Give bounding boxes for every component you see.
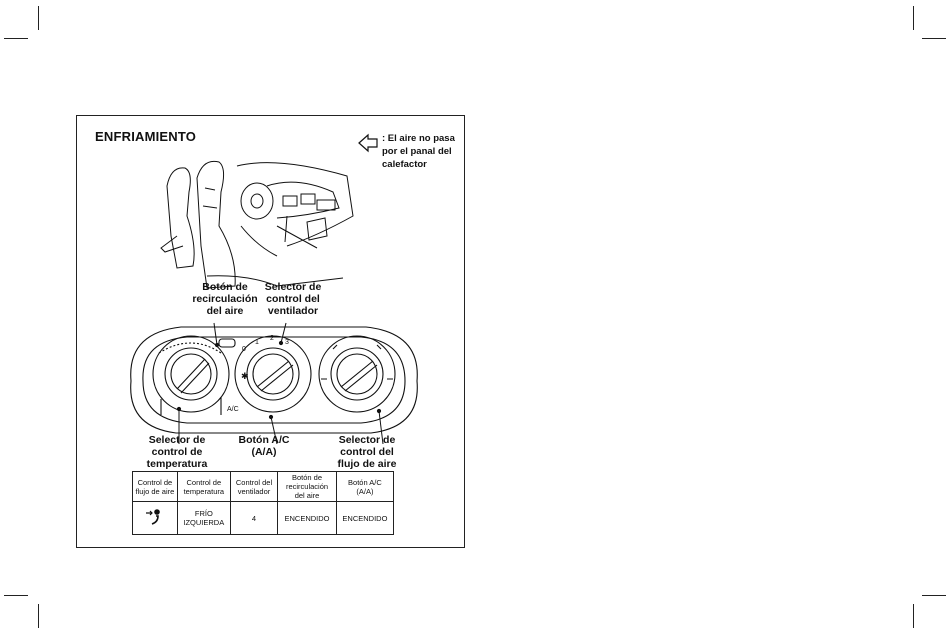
airflow-cell [133,502,178,535]
table-header: Botón A/C (A/A) [336,472,393,502]
ac-button-callout: Botón A/C (A/A) [238,434,290,458]
crop-mark [38,604,39,628]
crop-mark [38,6,39,30]
table-header: Control de temperatura [177,472,230,502]
fan-speed-3: 3 [285,339,289,346]
climate-control-panel [121,319,426,444]
table-row [133,502,394,535]
legend-text: : El aire no pasa por el panal del calefactor [382,133,455,170]
crop-mark [4,595,28,596]
settings-table [132,471,394,535]
temperature-selector-callout: Selector de control de temperatura [146,434,208,470]
figure-frame [76,115,465,548]
vent-face-icon [144,508,166,526]
table-header: Control del ventilador [230,472,277,502]
crop-mark [922,38,946,39]
recirculation-cell: ENCENDIDO [278,502,337,535]
temperature-cell: FRÍO IZQUIERDA [177,502,230,535]
crop-mark [913,604,914,628]
left-arrow-icon [357,132,379,154]
fan-speed-2: 2 [270,335,274,342]
crop-mark [4,38,28,39]
crop-mark [913,6,914,30]
table-header-row [133,472,394,502]
table-header: Botón de recirculación del aire [278,472,337,502]
fan-speed-1: 1 [255,339,259,346]
car-interior-illustration [157,156,357,296]
recirculation-button-callout: Botón de recirculación del aire [192,281,258,317]
figure-title: ENFRIAMIENTO [95,129,197,144]
fan-speed-0: 0 [242,346,246,353]
airflow-selector-callout: Selector de control del flujo de aire [337,434,397,470]
ac-cell: ENCENDIDO [336,502,393,535]
ac-small-label: A/C [227,406,239,413]
svg-text:✱: ✱ [241,371,249,381]
table-header: Control de flujo de aire [133,472,178,502]
crop-mark [922,595,946,596]
fan-selector-callout: Selector de control del ventilador [264,281,322,317]
fan-cell: 4 [230,502,277,535]
